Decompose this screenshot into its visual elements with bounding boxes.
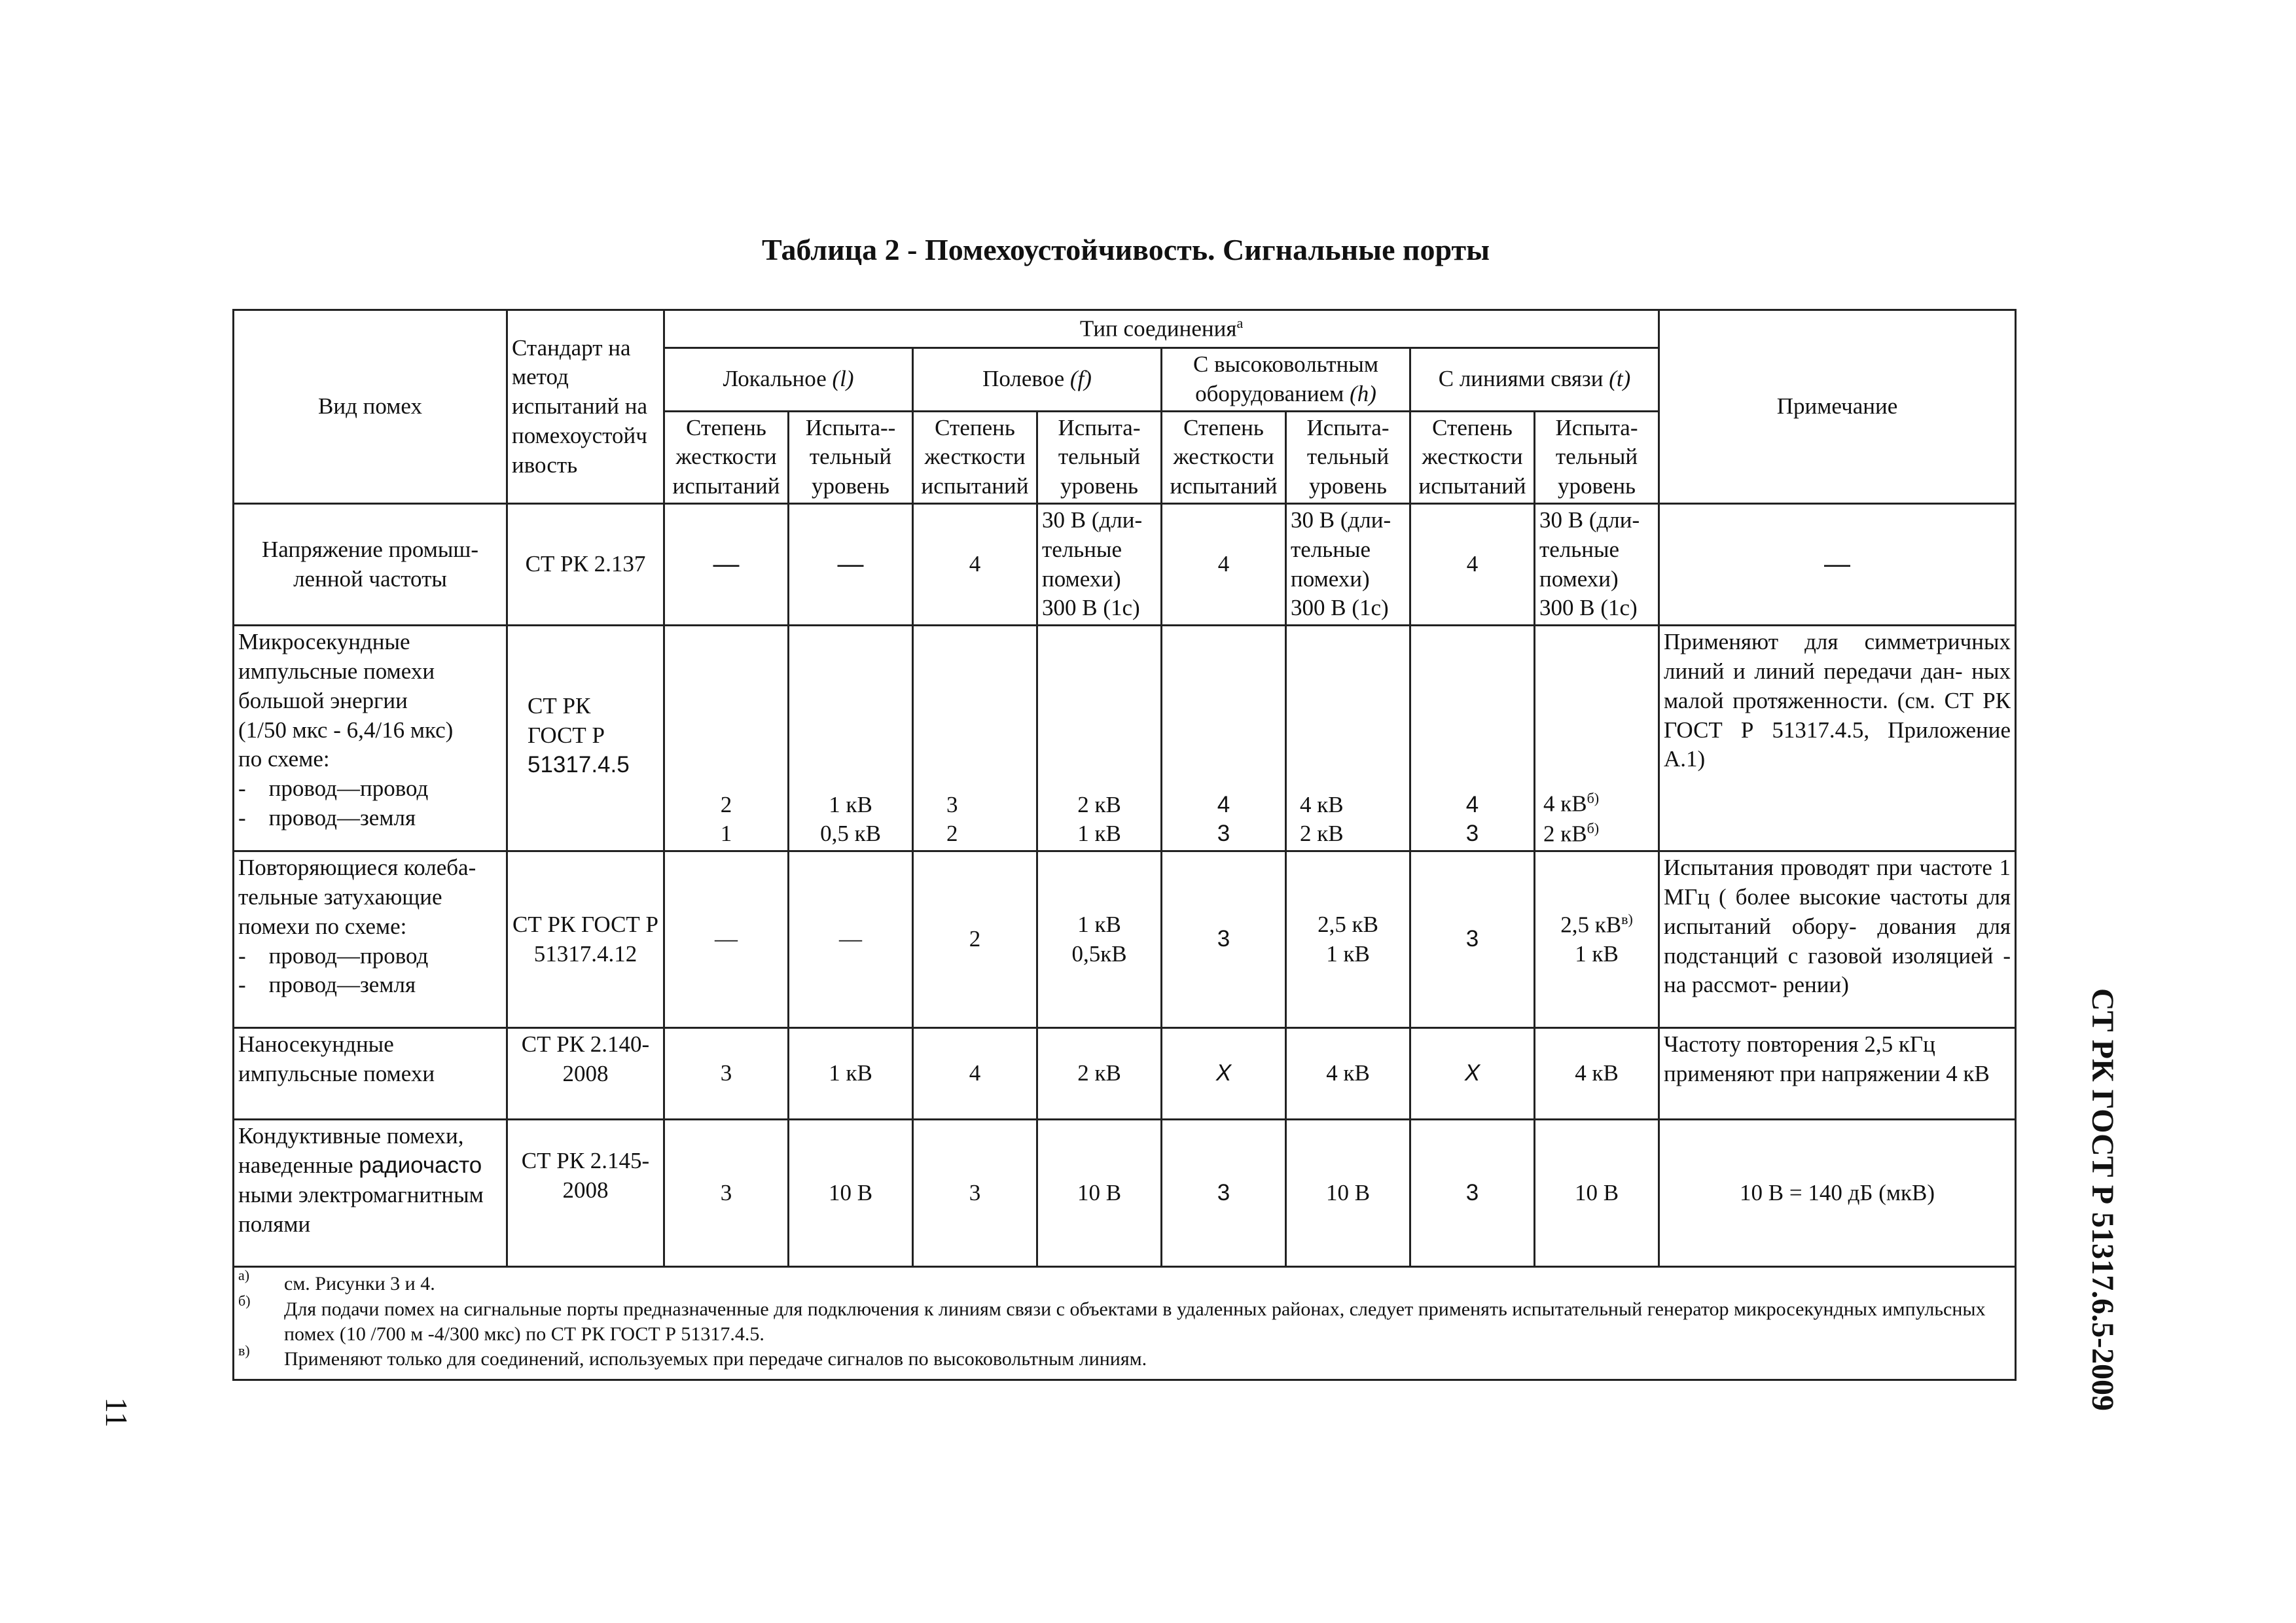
row2-kind-line: (1/50 мкс - 6,4/16 мкс)	[238, 717, 454, 743]
row3-field-level: 1 кВ 0,5кВ	[1037, 851, 1162, 1028]
header-note: Примечание	[1659, 310, 2016, 504]
footnote-c-mark: в)	[238, 1342, 250, 1359]
row5-kind	[234, 1120, 507, 1267]
header-hv-symbol: (h)	[1350, 380, 1376, 406]
row2-telecom-severity: 4 3	[1410, 626, 1535, 851]
row3-kind-line: - провод—провод	[238, 942, 429, 969]
row1-local-level: —	[789, 503, 913, 625]
footnote-a-text: см. Рисунки 3 и 4.	[284, 1273, 435, 1295]
footnote-b	[238, 1292, 2011, 1347]
row2-field-level: 2 кВ 1 кВ	[1037, 626, 1162, 851]
row5-local-level: 10 В	[789, 1120, 913, 1267]
row5-field-level: 10 В	[1037, 1120, 1162, 1267]
row4-hv-severity: X	[1162, 1028, 1286, 1120]
header-telecom-severity: Степень жесткости испытаний	[1410, 411, 1535, 503]
row3-telecom-level-2: 1 кВ	[1575, 941, 1619, 967]
header-field	[913, 348, 1162, 412]
footnote-a-mark: а)	[238, 1267, 250, 1284]
row3-kind-line: - провод—земля	[238, 972, 416, 998]
row3-field-severity: 2	[913, 851, 1037, 1028]
footnote-a	[238, 1267, 2011, 1296]
row2-kind-line: большой энергии	[238, 687, 408, 713]
header-telecom-label: С линиями связи	[1438, 366, 1604, 392]
row2-kind-line: - провод—земля	[238, 804, 416, 830]
row2-kind-line: - провод—провод	[238, 776, 429, 802]
row1-hv-level: 30 В (дли- тельные помехи) 300 В (1с)	[1286, 503, 1410, 625]
row1-standard: СТ РК 2.137	[507, 503, 664, 625]
row1-kind: Напряжение промыш- ленной частоты	[234, 503, 507, 625]
footnote-b-mark: б)	[238, 1292, 251, 1309]
immunity-table	[232, 309, 2017, 1381]
row5-field-severity: 3	[913, 1120, 1037, 1267]
row2-standard	[507, 626, 664, 851]
header-connection-type	[664, 310, 1659, 348]
row3-kind-line: помехи по схеме:	[238, 913, 407, 939]
page-number: 11	[99, 1397, 134, 1428]
footnote-b-text: Для подачи помех на сигнальные порты предназначенные для подключения к линиям связи с объектами в удаленных районах, следует применять испытательный генератор микросекундных импульсных помех (10 /700 м -4/300 мкс) по СТ РК ГОСТ Р 51317.4.5.	[284, 1298, 1986, 1345]
footnote-ref-b: б)	[1587, 819, 1600, 836]
header-local-label: Локальное	[723, 366, 827, 392]
row2-hv-level: 4 кВ 2 кВ	[1286, 626, 1410, 851]
row3-standard: СТ РК ГОСТ Р 51317.4.12	[507, 851, 664, 1028]
table-row	[234, 851, 2016, 1028]
row2-standard-line3: 51317.4.5	[528, 751, 630, 777]
header-field-label: Полевое	[982, 366, 1065, 392]
row4-local-level: 1 кВ	[789, 1028, 913, 1120]
row4-note: Частоту повторения 2,5 кГц применяют при напряжении 4 кВ	[1659, 1028, 2016, 1120]
row1-telecom-level: 30 В (дли- тельные помехи) 300 В (1с)	[1535, 503, 1659, 625]
row4-kind: Наносекундные импульсные помехи	[234, 1028, 507, 1120]
header-connection-note-mark: а	[1236, 314, 1244, 331]
row2-kind-line: по схеме:	[238, 746, 330, 772]
row2-note: Применяют для симметричных линий и линий передачи дан- ных малой протяженности. (см. СТ РК ГОСТ Р 51317.4.5, Приложение А.1)	[1659, 626, 2016, 851]
row3-note: Испытания проводят при частоте 1 МГц ( более высокие частоты для испытаний обору- дования для подстанций с газовой изоляцией - на рассмот- рении)	[1659, 851, 2016, 1028]
header-local-test-level: Испыта-- тельный уровень	[789, 411, 913, 503]
row1-field-level: 30 В (дли- тельные помехи) 300 В (1с)	[1037, 503, 1162, 625]
row3-hv-level: 2,5 кВ 1 кВ	[1286, 851, 1410, 1028]
row4-field-level: 2 кВ	[1037, 1028, 1162, 1120]
header-field-severity: Степень жесткости испытаний	[913, 411, 1037, 503]
row2-kind	[234, 626, 507, 851]
row1-field-severity: 4	[913, 503, 1037, 625]
row3-kind-line: тельные затухающие	[238, 883, 442, 910]
header-hv-line1: С высоковольтным	[1193, 351, 1378, 377]
header-local	[664, 348, 913, 412]
row4-telecom-severity: X	[1410, 1028, 1535, 1120]
row4-hv-level: 4 кВ	[1286, 1028, 1410, 1120]
header-standard: Стандарт на метод испытаний на помехоустойч ивость	[507, 310, 664, 504]
row5-kind-line2b: радиочасто	[359, 1152, 482, 1178]
header-kind: Вид помех	[234, 310, 507, 504]
header-telecom-test-level: Испыта- тельный уровень	[1535, 411, 1659, 503]
row5-local-severity: 3	[664, 1120, 789, 1267]
row3-hv-severity: 3	[1162, 851, 1286, 1028]
row3-telecom-level-1: 2,5 кВ	[1560, 912, 1622, 938]
row5-kind-line2a: наведенные	[238, 1152, 359, 1178]
table-title: Таблица 2 - Помехоустойчивость. Сигнальные порты	[761, 233, 1490, 266]
header-hv-severity: Степень жесткости испытаний	[1162, 411, 1286, 503]
row3-kind	[234, 851, 507, 1028]
row5-note: 10 В = 140 дБ (мкВ)	[1659, 1120, 2016, 1267]
header-hv	[1162, 348, 1410, 412]
row4-field-severity: 4	[913, 1028, 1037, 1120]
row2-hv-severity: 4 3	[1162, 626, 1286, 851]
row3-local-severity: —	[664, 851, 789, 1028]
footnote-c-text: Применяют только для соединений, используемых при передаче сигналов по высоковольтным линиям.	[284, 1348, 1147, 1370]
table-row	[234, 626, 2016, 851]
row5-kind-line4: полями	[238, 1211, 311, 1237]
row5-hv-severity: 3	[1162, 1120, 1286, 1267]
row2-telecom-level-1: 4 кВ	[1543, 791, 1587, 817]
row1-hv-severity: 4	[1162, 503, 1286, 625]
footnotes-row	[234, 1267, 2016, 1380]
header-hv-line2: оборудованием	[1195, 380, 1344, 406]
row5-telecom-severity: 3	[1410, 1120, 1535, 1267]
footnotes	[234, 1267, 2016, 1380]
document-code: СТ РК ГОСТ Р 51317.6.5-2009	[2085, 988, 2120, 1412]
row5-hv-level: 10 В	[1286, 1120, 1410, 1267]
row1-telecom-severity: 4	[1410, 503, 1535, 625]
header-telecom	[1410, 348, 1659, 412]
row3-local-level: —	[789, 851, 913, 1028]
footnote-ref-c: в)	[1621, 910, 1633, 927]
table-row	[234, 1028, 2016, 1120]
row4-local-severity: 3	[664, 1028, 789, 1120]
footnote-c	[238, 1342, 2011, 1372]
row1-note: —	[1659, 503, 2016, 625]
row1-local-severity: —	[664, 503, 789, 625]
row2-local-level: 1 кВ 0,5 кВ	[789, 626, 913, 851]
row3-telecom-severity: 3	[1410, 851, 1535, 1028]
row2-standard-line1: СТ РК	[528, 693, 591, 719]
footnote-ref-b: б)	[1587, 790, 1600, 807]
table-row	[234, 503, 2016, 625]
header-local-symbol: (l)	[832, 366, 854, 392]
header-field-symbol: (f)	[1069, 366, 1092, 392]
row2-kind-line: Микросекундные	[238, 629, 410, 655]
row5-kind-line1: Кондуктивные помехи,	[238, 1123, 464, 1149]
header-connection-type-label: Тип соединения	[1079, 315, 1237, 342]
row2-telecom-level-2: 2 кВ	[1543, 821, 1587, 847]
header-telecom-symbol: (t)	[1609, 366, 1631, 392]
row2-telecom-level	[1535, 626, 1659, 851]
row2-standard-line2: ГОСТ Р	[528, 722, 605, 748]
header-field-test-level: Испыта- тельный уровень	[1037, 411, 1162, 503]
row3-kind-line: Повторяющиеся колеба-	[238, 855, 476, 881]
row2-field-severity: 3 2	[913, 626, 1037, 851]
row4-telecom-level: 4 кВ	[1535, 1028, 1659, 1120]
row3-telecom-level	[1535, 851, 1659, 1028]
row2-kind-line: импульсные помехи	[238, 658, 435, 684]
header-hv-test-level: Испыта- тельный уровень	[1286, 411, 1410, 503]
row5-standard: СТ РК 2.145-2008	[507, 1120, 664, 1267]
table-row	[234, 1120, 2016, 1267]
row5-kind-line3: ными электромагнитным	[238, 1181, 484, 1207]
header-local-severity: Степень жесткости испытаний	[664, 411, 789, 503]
row5-telecom-level: 10 В	[1535, 1120, 1659, 1267]
row4-standard: СТ РК 2.140-2008	[507, 1028, 664, 1120]
row2-local-severity: 2 1	[664, 626, 789, 851]
